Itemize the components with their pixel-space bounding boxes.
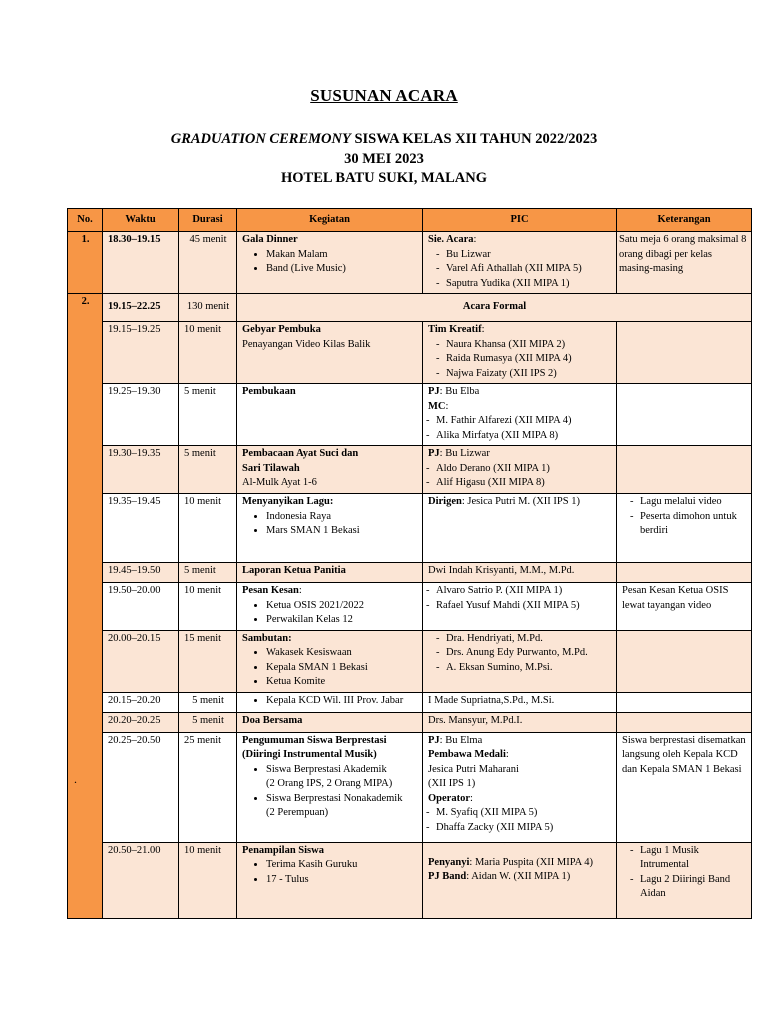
activity-title: Penampilan Siswa bbox=[242, 844, 324, 856]
mc-label: MC bbox=[428, 400, 446, 412]
activity-subtitle: Penayangan Video Kilas Balik bbox=[242, 338, 371, 350]
pic-cell bbox=[423, 322, 617, 384]
list-item: - Dra. Hendriyati, M.Pd. bbox=[446, 632, 612, 647]
pj-name: : Bu Elba bbox=[439, 386, 480, 397]
pic-cell: Drs. Mansyur, M.Pd.I. bbox=[423, 712, 617, 732]
pic-label: Tim Kreatif bbox=[428, 324, 482, 335]
singer-name: : Maria Puspita (XII MIPA 4) bbox=[469, 856, 593, 868]
table-row bbox=[68, 842, 752, 918]
list-item: - Rafael Yusuf Mahdi (XII MIPA 5) bbox=[436, 599, 612, 614]
duration-cell: 25 menit bbox=[179, 732, 237, 842]
list-item bbox=[266, 763, 418, 792]
time-cell: 19.50–20.00 bbox=[103, 583, 179, 631]
table-header-row bbox=[68, 209, 752, 232]
duration-cell: 5 menit bbox=[179, 712, 237, 732]
list-item: • Perwakilan Kelas 12 bbox=[266, 613, 418, 628]
pic-cell bbox=[423, 384, 617, 446]
table-row bbox=[68, 232, 752, 294]
singer-label: Penyanyi bbox=[428, 856, 470, 868]
activity-title: Doa Bersama bbox=[237, 712, 423, 732]
activity-title: Pembukaan bbox=[237, 384, 423, 446]
medali-kelas: (XII IPS 1) bbox=[428, 778, 476, 789]
time-cell: 20.25–20.50 bbox=[103, 732, 179, 842]
note-cell bbox=[617, 692, 752, 712]
pic-colon: : bbox=[481, 324, 485, 335]
activity-list bbox=[242, 646, 418, 690]
activity-list bbox=[242, 858, 418, 887]
activity-cell bbox=[237, 842, 423, 918]
header-pic: PIC bbox=[423, 209, 617, 232]
activity-list bbox=[242, 599, 418, 628]
pic-list bbox=[428, 248, 612, 292]
row-number-label: 2. bbox=[81, 296, 90, 307]
list-item: • Kepala KCD Wil. III Prov. Jabar bbox=[266, 694, 418, 709]
note-cell bbox=[617, 446, 752, 494]
mc-list bbox=[428, 414, 612, 443]
list-item: - Lagu 1 Musik Intrumental bbox=[640, 844, 747, 873]
row-number bbox=[68, 294, 103, 919]
activity-title: Pengumuman Siswa Berprestasi bbox=[242, 734, 387, 746]
list-item: - Alvaro Satrio P. (XII MIPA 1) bbox=[436, 584, 612, 599]
list-item bbox=[266, 792, 418, 821]
list-item: - A. Eksan Sumino, M.Psi. bbox=[446, 661, 612, 676]
list-item: - Raida Rumasya (XII MIPA 4) bbox=[446, 352, 612, 367]
duration-cell: 5 menit bbox=[179, 384, 237, 446]
activity-title-2: Sari Tilawah bbox=[242, 462, 300, 474]
pj-label: PJ bbox=[428, 734, 440, 746]
time-cell: 20.00–20.15 bbox=[103, 630, 179, 692]
event-subtitle bbox=[0, 131, 768, 148]
activity-title: Menyanyikan Lagu: bbox=[242, 496, 334, 507]
section-title: Acara Formal bbox=[237, 294, 752, 322]
list-item: • Terima Kasih Guruku bbox=[266, 858, 418, 873]
table-row bbox=[68, 494, 752, 563]
medali-colon: : bbox=[505, 749, 509, 760]
time-cell: 20.15–20.20 bbox=[103, 692, 179, 712]
note-cell bbox=[617, 712, 752, 732]
list-item: - Saputra Yudika (XII MIPA 1) bbox=[446, 277, 612, 292]
list-item: • Mars SMAN 1 Bekasi bbox=[266, 524, 418, 539]
row-number: 1. bbox=[68, 232, 103, 294]
dirigen-name: : Jesica Putri M. (XII IPS 1) bbox=[461, 496, 580, 507]
pic-cell bbox=[423, 732, 617, 842]
note-list bbox=[622, 844, 747, 902]
time-cell: 19.25–19.30 bbox=[103, 384, 179, 446]
band-name: : Aidan W. (XII MIPA 1) bbox=[466, 871, 571, 882]
note-cell bbox=[617, 563, 752, 583]
operator-list bbox=[428, 806, 612, 835]
time-cell: 20.50–21.00 bbox=[103, 842, 179, 918]
pic-cell bbox=[423, 446, 617, 494]
activity-list bbox=[242, 763, 418, 821]
list-item: • Makan Malam bbox=[266, 248, 418, 263]
list-item: • 17 - Tulus bbox=[266, 873, 418, 888]
list-item: - Peserta dimohon untuk berdiri bbox=[640, 510, 747, 539]
table-row bbox=[68, 712, 752, 732]
duration-cell: 10 menit bbox=[179, 842, 237, 918]
mc-colon: : bbox=[445, 400, 449, 412]
header-keterangan: Keterangan bbox=[617, 209, 752, 232]
pic-label: Sie. Acara bbox=[428, 234, 474, 245]
list-item: - Lagu 2 Diiringi Band Aidan bbox=[640, 873, 747, 902]
event-date: 30 MEI 2023 bbox=[344, 151, 424, 167]
activity-cell bbox=[237, 322, 423, 384]
note-cell: Siswa berprestasi disematkan langsung oleh Kepala KCD dan Kepala SMAN 1 Bekasi bbox=[617, 732, 752, 842]
note-list bbox=[622, 495, 747, 539]
note-cell: Pesan Kesan Ketua OSIS lewat tayangan video bbox=[617, 583, 752, 631]
table-row bbox=[68, 446, 752, 494]
note-cell bbox=[617, 384, 752, 446]
list-item: - M. Syafiq (XII MIPA 5) bbox=[436, 806, 612, 821]
time-cell: 18.30–19.15 bbox=[103, 232, 179, 294]
activity-title: Gala Dinner bbox=[242, 234, 298, 245]
activity-cell bbox=[237, 692, 423, 712]
activity-cell bbox=[237, 630, 423, 692]
pj-name: : Bu Elma bbox=[439, 734, 483, 746]
table-row bbox=[68, 583, 752, 631]
table-row bbox=[68, 563, 752, 583]
pic-cell: Dwi Indah Krisyanti, M.M., M.Pd. bbox=[423, 563, 617, 583]
pic-cell bbox=[423, 630, 617, 692]
time-cell: 19.15–22.25 bbox=[103, 294, 179, 322]
pic-list bbox=[428, 462, 612, 491]
table-row bbox=[68, 322, 752, 384]
duration-cell: 5 menit bbox=[179, 692, 237, 712]
duration-cell: 10 menit bbox=[179, 494, 237, 563]
list-item: • Band (Live Music) bbox=[266, 262, 418, 277]
pic-list bbox=[428, 584, 612, 613]
event-venue: HOTEL BATU SUKI, MALANG bbox=[281, 170, 487, 186]
list-item-line: • Siswa Berprestasi Nonakademik bbox=[266, 792, 403, 804]
list-item: • Kepala SMAN 1 Bekasi bbox=[266, 661, 418, 676]
operator-colon: : bbox=[470, 792, 473, 804]
activity-cell bbox=[237, 232, 423, 294]
list-item: - Dhaffa Zacky (XII MIPA 5) bbox=[436, 821, 612, 836]
list-item: - Drs. Anung Edy Purwanto, M.Pd. bbox=[446, 646, 612, 661]
header-durasi: Durasi bbox=[179, 209, 237, 232]
band-label: PJ Band bbox=[428, 871, 467, 882]
note-cell bbox=[617, 842, 752, 918]
time-cell: 20.20–20.25 bbox=[103, 712, 179, 732]
pic-list bbox=[428, 632, 612, 676]
header-kegiatan: Kegiatan bbox=[237, 209, 423, 232]
pic-colon: : bbox=[473, 234, 477, 245]
pic-list bbox=[428, 338, 612, 382]
list-item: • Ketua Komite bbox=[266, 675, 418, 690]
activity-colon: : bbox=[298, 585, 302, 596]
list-item: - Lagu melalui video bbox=[640, 495, 747, 510]
list-item: - Aldo Derano (XII MIPA 1) bbox=[436, 462, 612, 477]
list-item: • Wakasek Kesiswaan bbox=[266, 646, 418, 661]
time-cell: 19.35–19.45 bbox=[103, 494, 179, 563]
activity-cell bbox=[237, 732, 423, 842]
table-row bbox=[68, 630, 752, 692]
activity-cell bbox=[237, 446, 423, 494]
event-name-italic: GRADUATION CEREMONY bbox=[170, 131, 351, 147]
pic-cell bbox=[423, 494, 617, 563]
list-item-line: (2 Orang IPS, 2 Orang MIPA) bbox=[266, 778, 393, 789]
table-row bbox=[68, 384, 752, 446]
pic-cell bbox=[423, 842, 617, 918]
note-cell: Satu meja 6 orang maksimal 8 orang dibagi per kelas masing-masing bbox=[617, 232, 752, 294]
list-item-line: • Siswa Berprestasi Akademik bbox=[266, 763, 387, 775]
list-item: - Naura Khansa (XII MIPA 2) bbox=[446, 338, 612, 353]
table-row bbox=[68, 732, 752, 842]
activity-title-2: (Diiringi Instrumental Musik) bbox=[242, 749, 377, 760]
list-item: - Varel Afi Athallah (XII MIPA 5) bbox=[446, 262, 612, 277]
stray-mark: . bbox=[74, 772, 77, 786]
time-cell: 19.30–19.35 bbox=[103, 446, 179, 494]
activity-list bbox=[242, 510, 418, 539]
note-cell bbox=[617, 494, 752, 563]
activity-title: Laporan Ketua Panitia bbox=[237, 563, 423, 583]
note-cell bbox=[617, 630, 752, 692]
activity-title: Gebyar Pembuka bbox=[242, 324, 321, 335]
pj-label: PJ bbox=[428, 448, 440, 459]
activity-cell bbox=[237, 583, 423, 631]
dirigen-label: Dirigen bbox=[428, 496, 462, 507]
pj-name: : Bu Lizwar bbox=[439, 448, 490, 459]
pic-cell: I Made Supriatna,S.Pd., M.Si. bbox=[423, 692, 617, 712]
duration-cell: 10 menit bbox=[179, 322, 237, 384]
time-cell: 19.15–19.25 bbox=[103, 322, 179, 384]
pic-cell bbox=[423, 583, 617, 631]
medali-label: Pembawa Medali bbox=[428, 749, 506, 760]
header-waktu: Waktu bbox=[103, 209, 179, 232]
page-title: SUSUNAN ACARA bbox=[310, 86, 458, 105]
duration-cell: 15 menit bbox=[179, 630, 237, 692]
event-name-rest: SISWA KELAS XII TAHUN 2022/2023 bbox=[350, 131, 598, 147]
list-item: • Indonesia Raya bbox=[266, 510, 418, 525]
time-cell: 19.45–19.50 bbox=[103, 563, 179, 583]
duration-cell: 5 menit bbox=[179, 563, 237, 583]
table-row bbox=[68, 692, 752, 712]
list-item: - M. Fathir Alfarezi (XII MIPA 4) bbox=[436, 414, 612, 429]
list-item: - Bu Lizwar bbox=[446, 248, 612, 263]
activity-title: Pembacaan Ayat Suci dan bbox=[242, 448, 359, 459]
activity-list bbox=[242, 694, 418, 709]
activity-title: Sambutan: bbox=[242, 632, 292, 644]
activity-title: Pesan Kesan bbox=[242, 585, 299, 596]
list-item: - Najwa Faizaty (XII IPS 2) bbox=[446, 367, 612, 382]
duration-cell: 5 menit bbox=[179, 446, 237, 494]
activity-list bbox=[242, 248, 418, 277]
schedule-table bbox=[67, 208, 752, 919]
list-item: - Alika Mirfatya (XII MIPA 8) bbox=[436, 429, 612, 444]
operator-label: Operator bbox=[428, 792, 470, 804]
list-item: • Ketua OSIS 2021/2022 bbox=[266, 599, 418, 614]
pj-label: PJ bbox=[428, 386, 440, 397]
duration-cell: 130 menit bbox=[179, 294, 237, 322]
duration-cell: 10 menit bbox=[179, 583, 237, 631]
duration-cell: 45 menit bbox=[179, 232, 237, 294]
list-item: - Alif Higasu (XII MIPA 8) bbox=[436, 476, 612, 491]
pic-cell bbox=[423, 232, 617, 294]
header-no: No. bbox=[68, 209, 103, 232]
table-row bbox=[68, 294, 752, 322]
activity-subtitle: Al-Mulk Ayat 1-6 bbox=[242, 477, 317, 488]
note-cell bbox=[617, 322, 752, 384]
list-item-line: (2 Perempuan) bbox=[266, 807, 329, 818]
activity-cell bbox=[237, 494, 423, 563]
medali-name: Jesica Putri Maharani bbox=[428, 763, 519, 775]
